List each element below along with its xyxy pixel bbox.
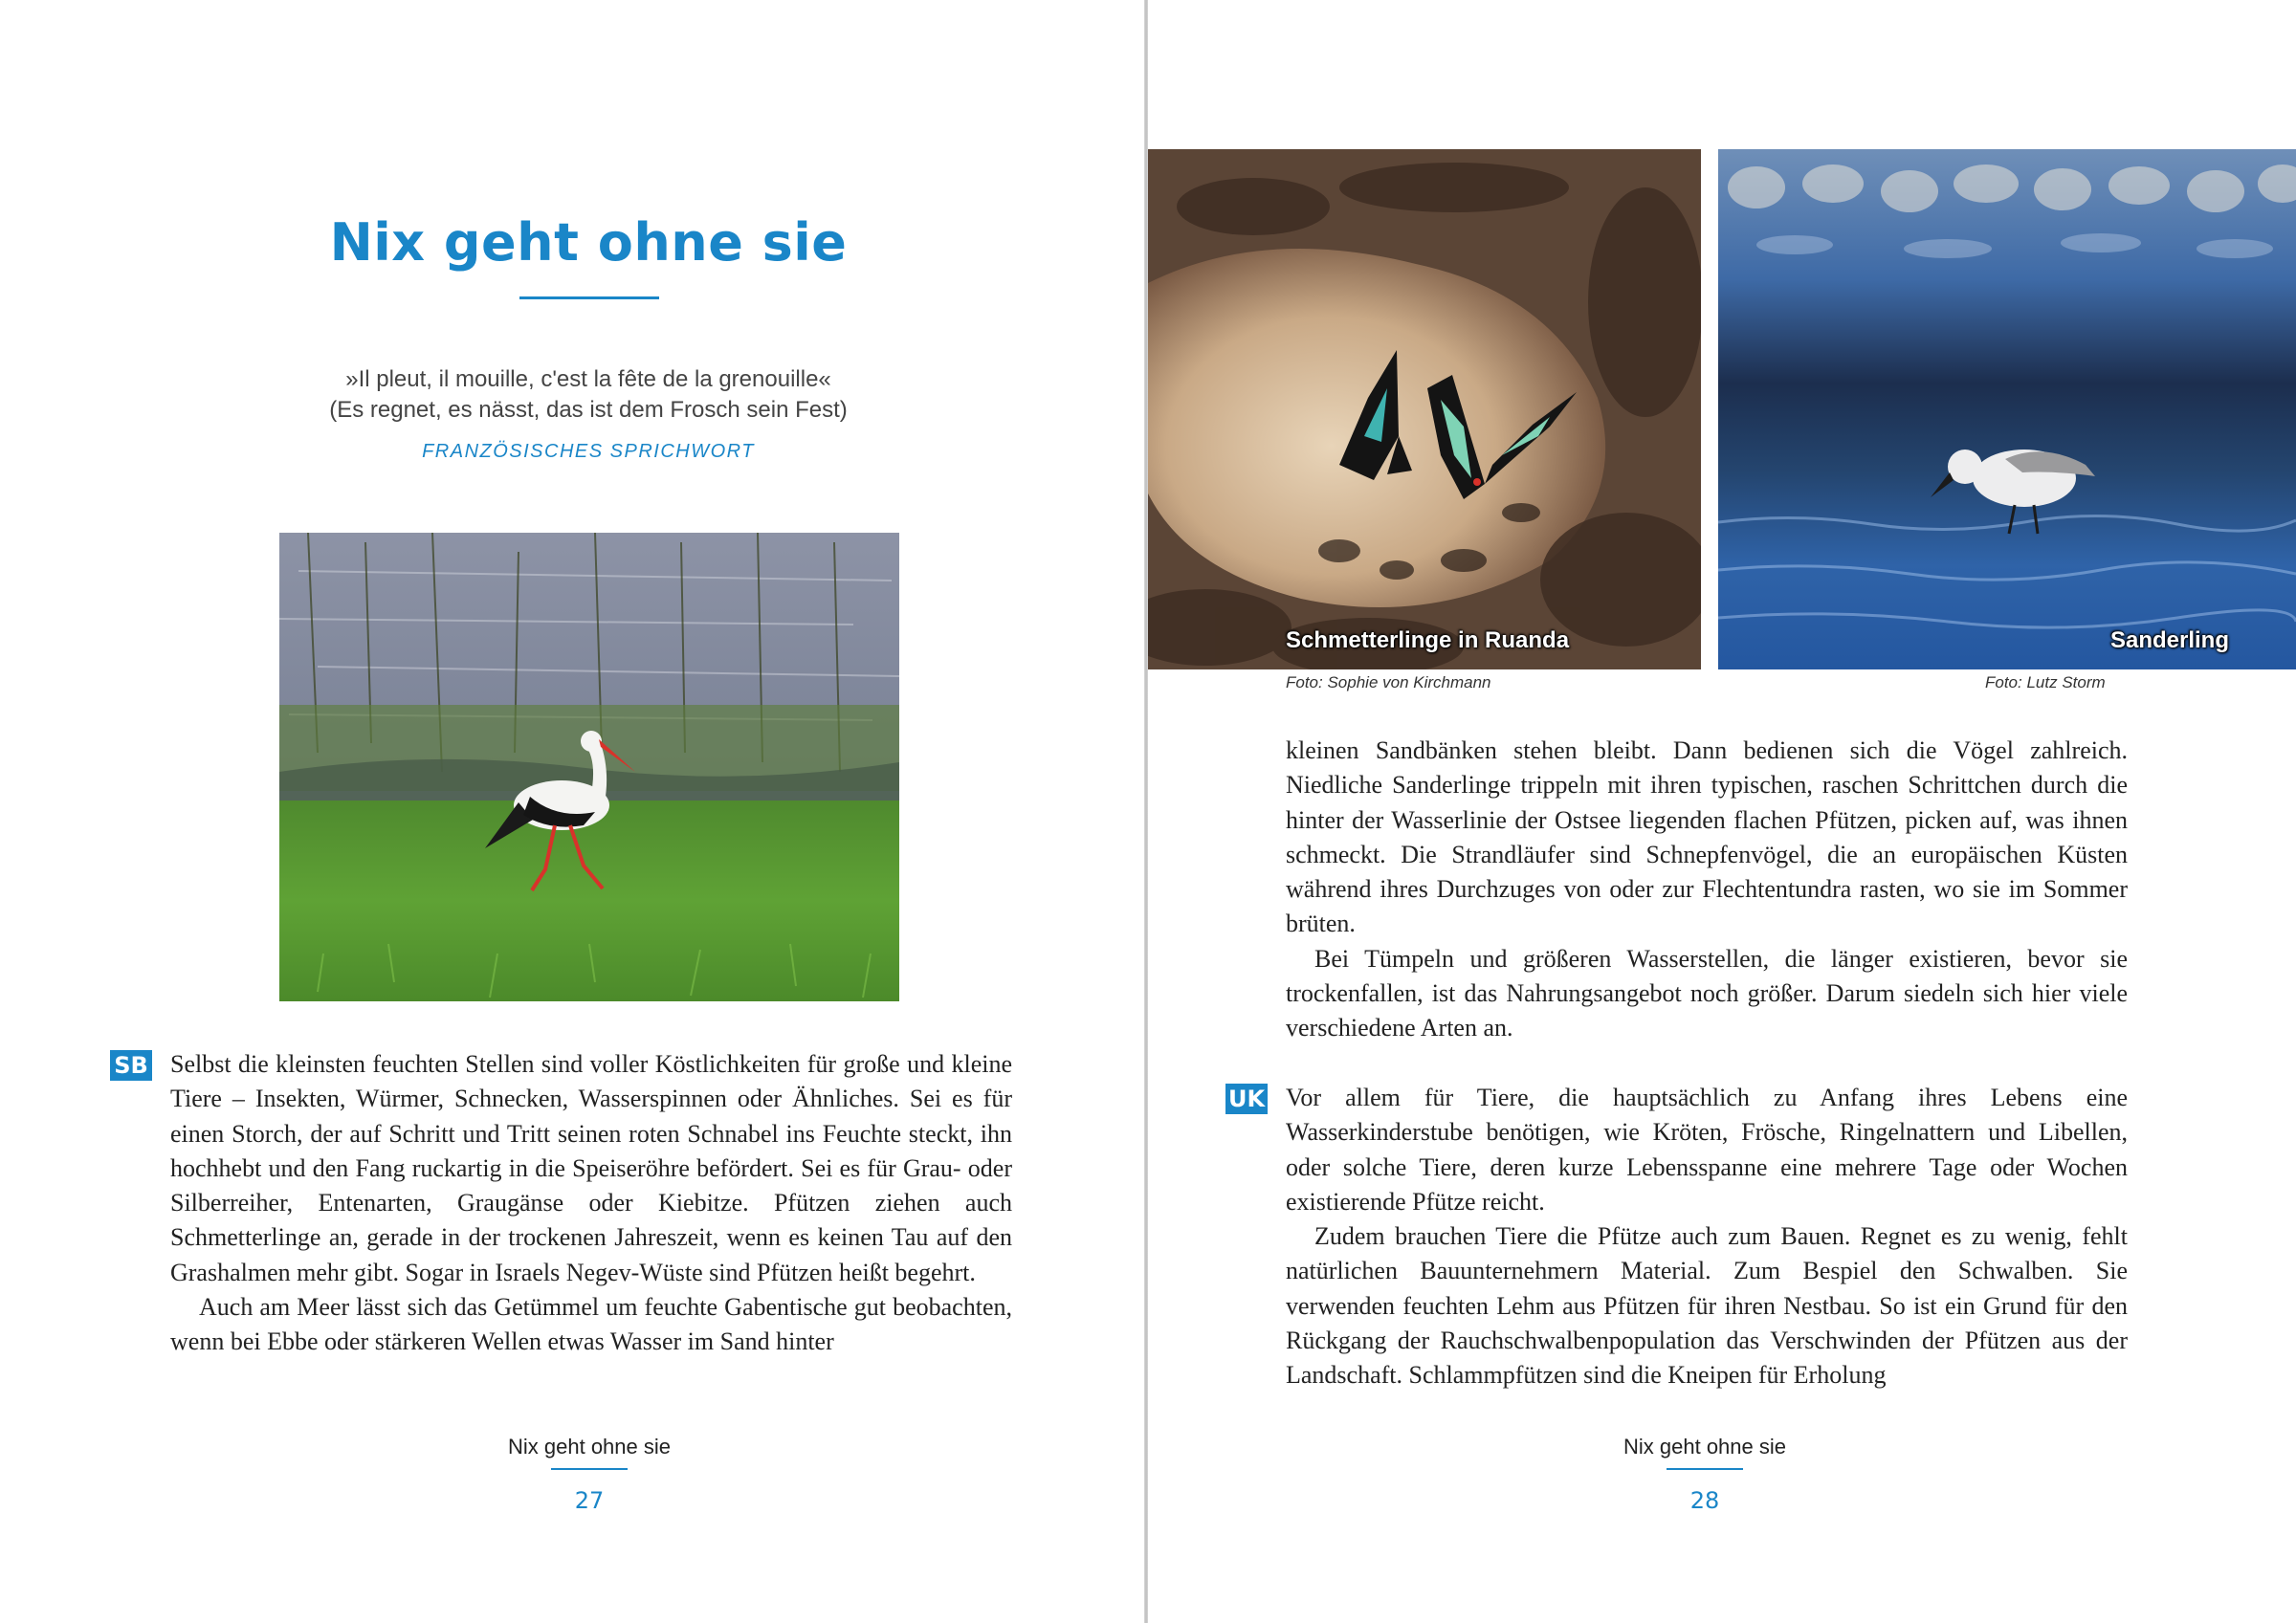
paragraph: kleinen Sandbänken stehen bleibt. Dann bedienen sich die Vögel zahlreich. Niedliche Sanderlinge trippeln mit ihren typischen, raschen Schrittchen durch die hinter der Wasserlinie der Ostsee liegenden flachen Pfützen, picken auf, was ihnen schmeckt. Die Strandläufer sind Schnepfenvögel, die an europäischen Küsten während ihres Durchzuges von oder zur Flechtentundra rasten, wo sie im Sommer brüten.: [1286, 736, 2128, 938]
page-number-right: 28: [1689, 1487, 1720, 1514]
butterfly-photo-credit: Foto: Sophie von Kirchmann: [1286, 673, 1491, 691]
butterfly-photo: [1148, 149, 1701, 669]
footer-title-left: Nix geht ohne sie: [508, 1435, 671, 1459]
epigraph-line-2: (Es regnet, es nässt, das ist dem Frosch sein Fest): [329, 397, 848, 423]
chapter-title: Nix geht ohne sie: [329, 212, 848, 273]
epigraph-source: FRANZÖSISCHES SPRICHWORT: [422, 441, 755, 462]
paragraph: Zudem brauchen Tiere die Pfütze auch zum Bauen. Regnet es zu wenig, fehlt natürlichen Bauunternehmern Material. Zum Bespiel den Schwalben. Sie verwenden feuchten Lehm aus Pfützen für ihren Nestbau. So ist ein Grund für den Rückgang der Rauchschwalbenpopulation das Verschwinden der Pfützen aus der Landschaft. Schlammpfützen sind die Kneipen für Erholung: [1286, 1222, 2128, 1390]
footer-title-right: Nix geht ohne sie: [1623, 1435, 1786, 1459]
right-body-text-bottom: [1286, 1081, 2128, 1393]
region-badge-sb: SB: [110, 1050, 152, 1081]
footer-rule-left: [551, 1468, 628, 1470]
right-body-text-top: [1286, 734, 2128, 1046]
left-body-text: [170, 1047, 1012, 1360]
sanderling-photo-label: Sanderling: [2109, 627, 2229, 653]
paragraph: Auch am Meer lässt sich das Getümmel um feuchte Gabentische gut beobachten, wenn bei Ebbe oder stärkeren Wellen etwas Wasser im Sand hinter: [170, 1293, 1012, 1356]
title-rule: [519, 296, 659, 299]
page-number-left: 27: [574, 1487, 605, 1514]
butterfly-photo-label: Schmetterlinge in Ruanda: [1286, 627, 1570, 653]
sanderling-photo: [1718, 149, 2296, 669]
stork-photo: [279, 533, 899, 1001]
paragraph: Bei Tümpeln und größeren Wasserstellen, die länger existieren, bevor sie trockenfallen, ist das Nahrungsangebot noch größer. Darum siedeln sich hier viele verschiedene Arten an.: [1286, 944, 2128, 1042]
paragraph: Selbst die kleinsten feuchten Stellen sind voller Köstlichkeiten für große und kleine Tiere – Insekten, Würmer, Schnecken, Wasserspinnen oder Ähnliches. Sei es für einen Storch, der auf Schritt und Tritt seinen roten Schnabel ins Feuchte steckt, ihn hochhebt und den Fang ruckartig in die Speiseröhre befördert. Sei es für Grau- oder Silberreiher, Entenarten, Graugänse oder Kiebitze. Pfützen ziehen auch Schmetterlinge an, gerade in der trockenen Jahreszeit, wenn es keinen Tau auf den Grashalmen mehr gibt. Sogar in Israels Negev-Wüste sind Pfützen heißt begehrt.: [170, 1050, 1012, 1286]
footer-rule-right: [1667, 1468, 1743, 1470]
sanderling-photo-credit: Foto: Lutz Storm: [1985, 673, 2106, 691]
epigraph-line-1: »Il pleut, il mouille, c'est la fête de la grenouille«: [345, 366, 831, 392]
region-badge-uk: UK: [1225, 1084, 1268, 1114]
paragraph: Vor allem für Tiere, die hauptsächlich zu Anfang ihres Lebens eine Wasserkinderstube benötigen, wie Kröten, Frösche, Ringelnattern und Libellen, oder solche Tiere, deren kurze Lebensspanne eine mehrere Tage oder Wochen existierende Pfütze reicht.: [1286, 1084, 2128, 1216]
